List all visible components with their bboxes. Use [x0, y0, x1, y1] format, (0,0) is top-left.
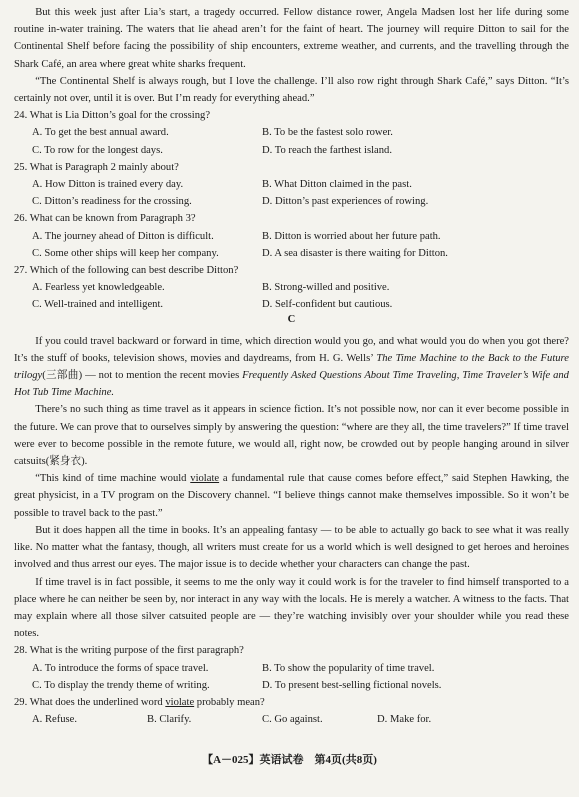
option-a: A. How Ditton is trained every day. — [32, 179, 184, 191]
option-a: A. To get the best annual award. — [32, 127, 169, 139]
passage-b-paragraph-2: “The Continental Shelf is always rough, but I love the challenge. I’ll also row right through Shark Café,” says Ditton. “It’s certainly not over, until it is over. But I’m ready for everything ahead.” — [14, 75, 569, 105]
stem-text: probably mean? — [194, 696, 265, 708]
question-27 — [14, 262, 569, 314]
option-a: A. The journey ahead of Ditton is difficult. — [32, 230, 214, 242]
question-stem: 27. Which of the following can best describe Ditton? — [14, 265, 239, 277]
question-24 — [14, 107, 569, 159]
question-stem — [14, 694, 569, 711]
option-d: D. To present best-selling fictional novels. — [262, 679, 442, 691]
passage-c-paragraph-2: There’s no such thing as time travel as it appears in science fiction. It’s not possible now, nor can it ever become possible in the future. We can prove that to ourselves simply by answering the question: “where are they all, the time travelers?” If time travel were ever to become possible in the remote future, we would all, right now, be crowded out by people hanging around in silver catsuits(紧身衣). — [14, 404, 569, 468]
option-c: C. Go against. — [262, 714, 323, 726]
paragraph-text: a fundamental rule that cause comes before effect,” said Stephen Hawking, the great physicist, in a TV program on the Discovery channel. “I believe things cannot make themselves impossible. So it won’t be possible to travel back to the past.” — [14, 473, 569, 519]
section-c-heading: C — [287, 313, 296, 325]
option-b: B. What Ditton claimed in the past. — [262, 179, 412, 191]
question-stem: 24. What is Lia Ditton’s goal for the crossing? — [14, 110, 211, 122]
question-stem: 28. What is the writing purpose of the first paragraph? — [14, 645, 244, 657]
underlined-word: violate — [190, 473, 220, 485]
option-a: A. To introduce the forms of space travel. — [32, 662, 209, 674]
question-28 — [14, 642, 569, 694]
passage-c-paragraph-1 — [14, 333, 569, 402]
option-d: D. To reach the farthest island. — [262, 144, 392, 156]
option-b: B. To show the popularity of time travel. — [262, 662, 435, 674]
movie-titles-text: Frequently Asked Questions About Time Traveling, Time Traveler’s Wife and Hot Tub Time Machine. — [14, 370, 569, 399]
passage-c-paragraph-3 — [14, 470, 569, 522]
option-b: B. To be the fastest solo rower. — [262, 127, 393, 139]
question-26 — [14, 210, 569, 262]
underlined-word: violate — [165, 696, 195, 708]
passage-c-paragraph-4: But it does happen all the time in books. It’s an appealing fantasy — to be able to actually go back to see what it was really like. No matter what the fantasy, though, all writers must create for us a world which is well designed to get heroes and heroines involved and thus arrest our eyes. The major issue is to decide whether your characters can change the past. — [14, 524, 569, 571]
paragraph-text: “This kind of time machine would — [35, 473, 191, 485]
option-c: C. Ditton’s readiness for the crossing. — [32, 196, 192, 208]
option-b: B. Ditton is worried about her future path. — [262, 230, 441, 242]
option-c: C. To row for the longest days. — [32, 144, 163, 156]
option-d: D. Self-confident but cautious. — [262, 299, 393, 311]
option-a: A. Refuse. — [32, 714, 78, 726]
passage-c-paragraph-5: If time travel is in fact possible, it seems to me the only way it could work is for the traveler to find himself transported to a place where he can neither be seen by, nor interact in any way with the locals. He is merely a watcher. A witness to the facts. That may explain where all those silver catsuited people are — they’re watching invisibly over your shoulder while you read these notes. — [14, 576, 569, 640]
option-d: D. Ditton’s past experiences of rowing. — [262, 196, 429, 208]
paragraph-text: If you could travel backward or forward in time, which direction would you go, and what would you do when you got there? It’s the stuff of books, television shows, movies and daydreams, from H. G. Wells’ — [14, 335, 569, 364]
option-b: B. Clarify. — [147, 714, 192, 726]
passage-b-paragraph-1: But this week just after Lia’s start, a tragedy occurred. Fellow distance rower, Angela Madsen lost her life during some routine in-water training. The waters that lie ahead aren’t for the faint of heart. The journey will require Ditton to sail for the Continental Shelf before facing the possibility of ship encounters, extreme weather, and currents, and the travelling through the Shark Café, an area where great white sharks frequent. — [14, 7, 569, 70]
option-d: D. A sea disaster is there waiting for Ditton. — [262, 247, 448, 259]
book-title-text: The Time Machine to the Back to the Future trilogy — [14, 352, 569, 382]
option-c: C. Well-trained and intelligent. — [32, 299, 164, 311]
question-stem: 25. What is Paragraph 2 mainly about? — [14, 161, 179, 173]
stem-text: 29. What does the underlined word — [14, 696, 166, 708]
question-29 — [14, 694, 569, 728]
paragraph-text: (三部曲) — not to mention the recent movies — [42, 370, 243, 382]
option-c: C. To display the trendy theme of writing. — [32, 679, 210, 691]
page-footer: 【A－025】英语试卷 第4页(共8页) — [202, 754, 377, 766]
question-25 — [14, 159, 569, 211]
option-d: D. Make for. — [377, 714, 432, 726]
option-c: C. Some other ships will keep her company. — [32, 247, 219, 259]
option-a: A. Fearless yet knowledgeable. — [32, 282, 165, 294]
question-stem: 26. What can be known from Paragraph 3? — [14, 213, 196, 225]
option-b: B. Strong-willed and positive. — [262, 282, 390, 294]
